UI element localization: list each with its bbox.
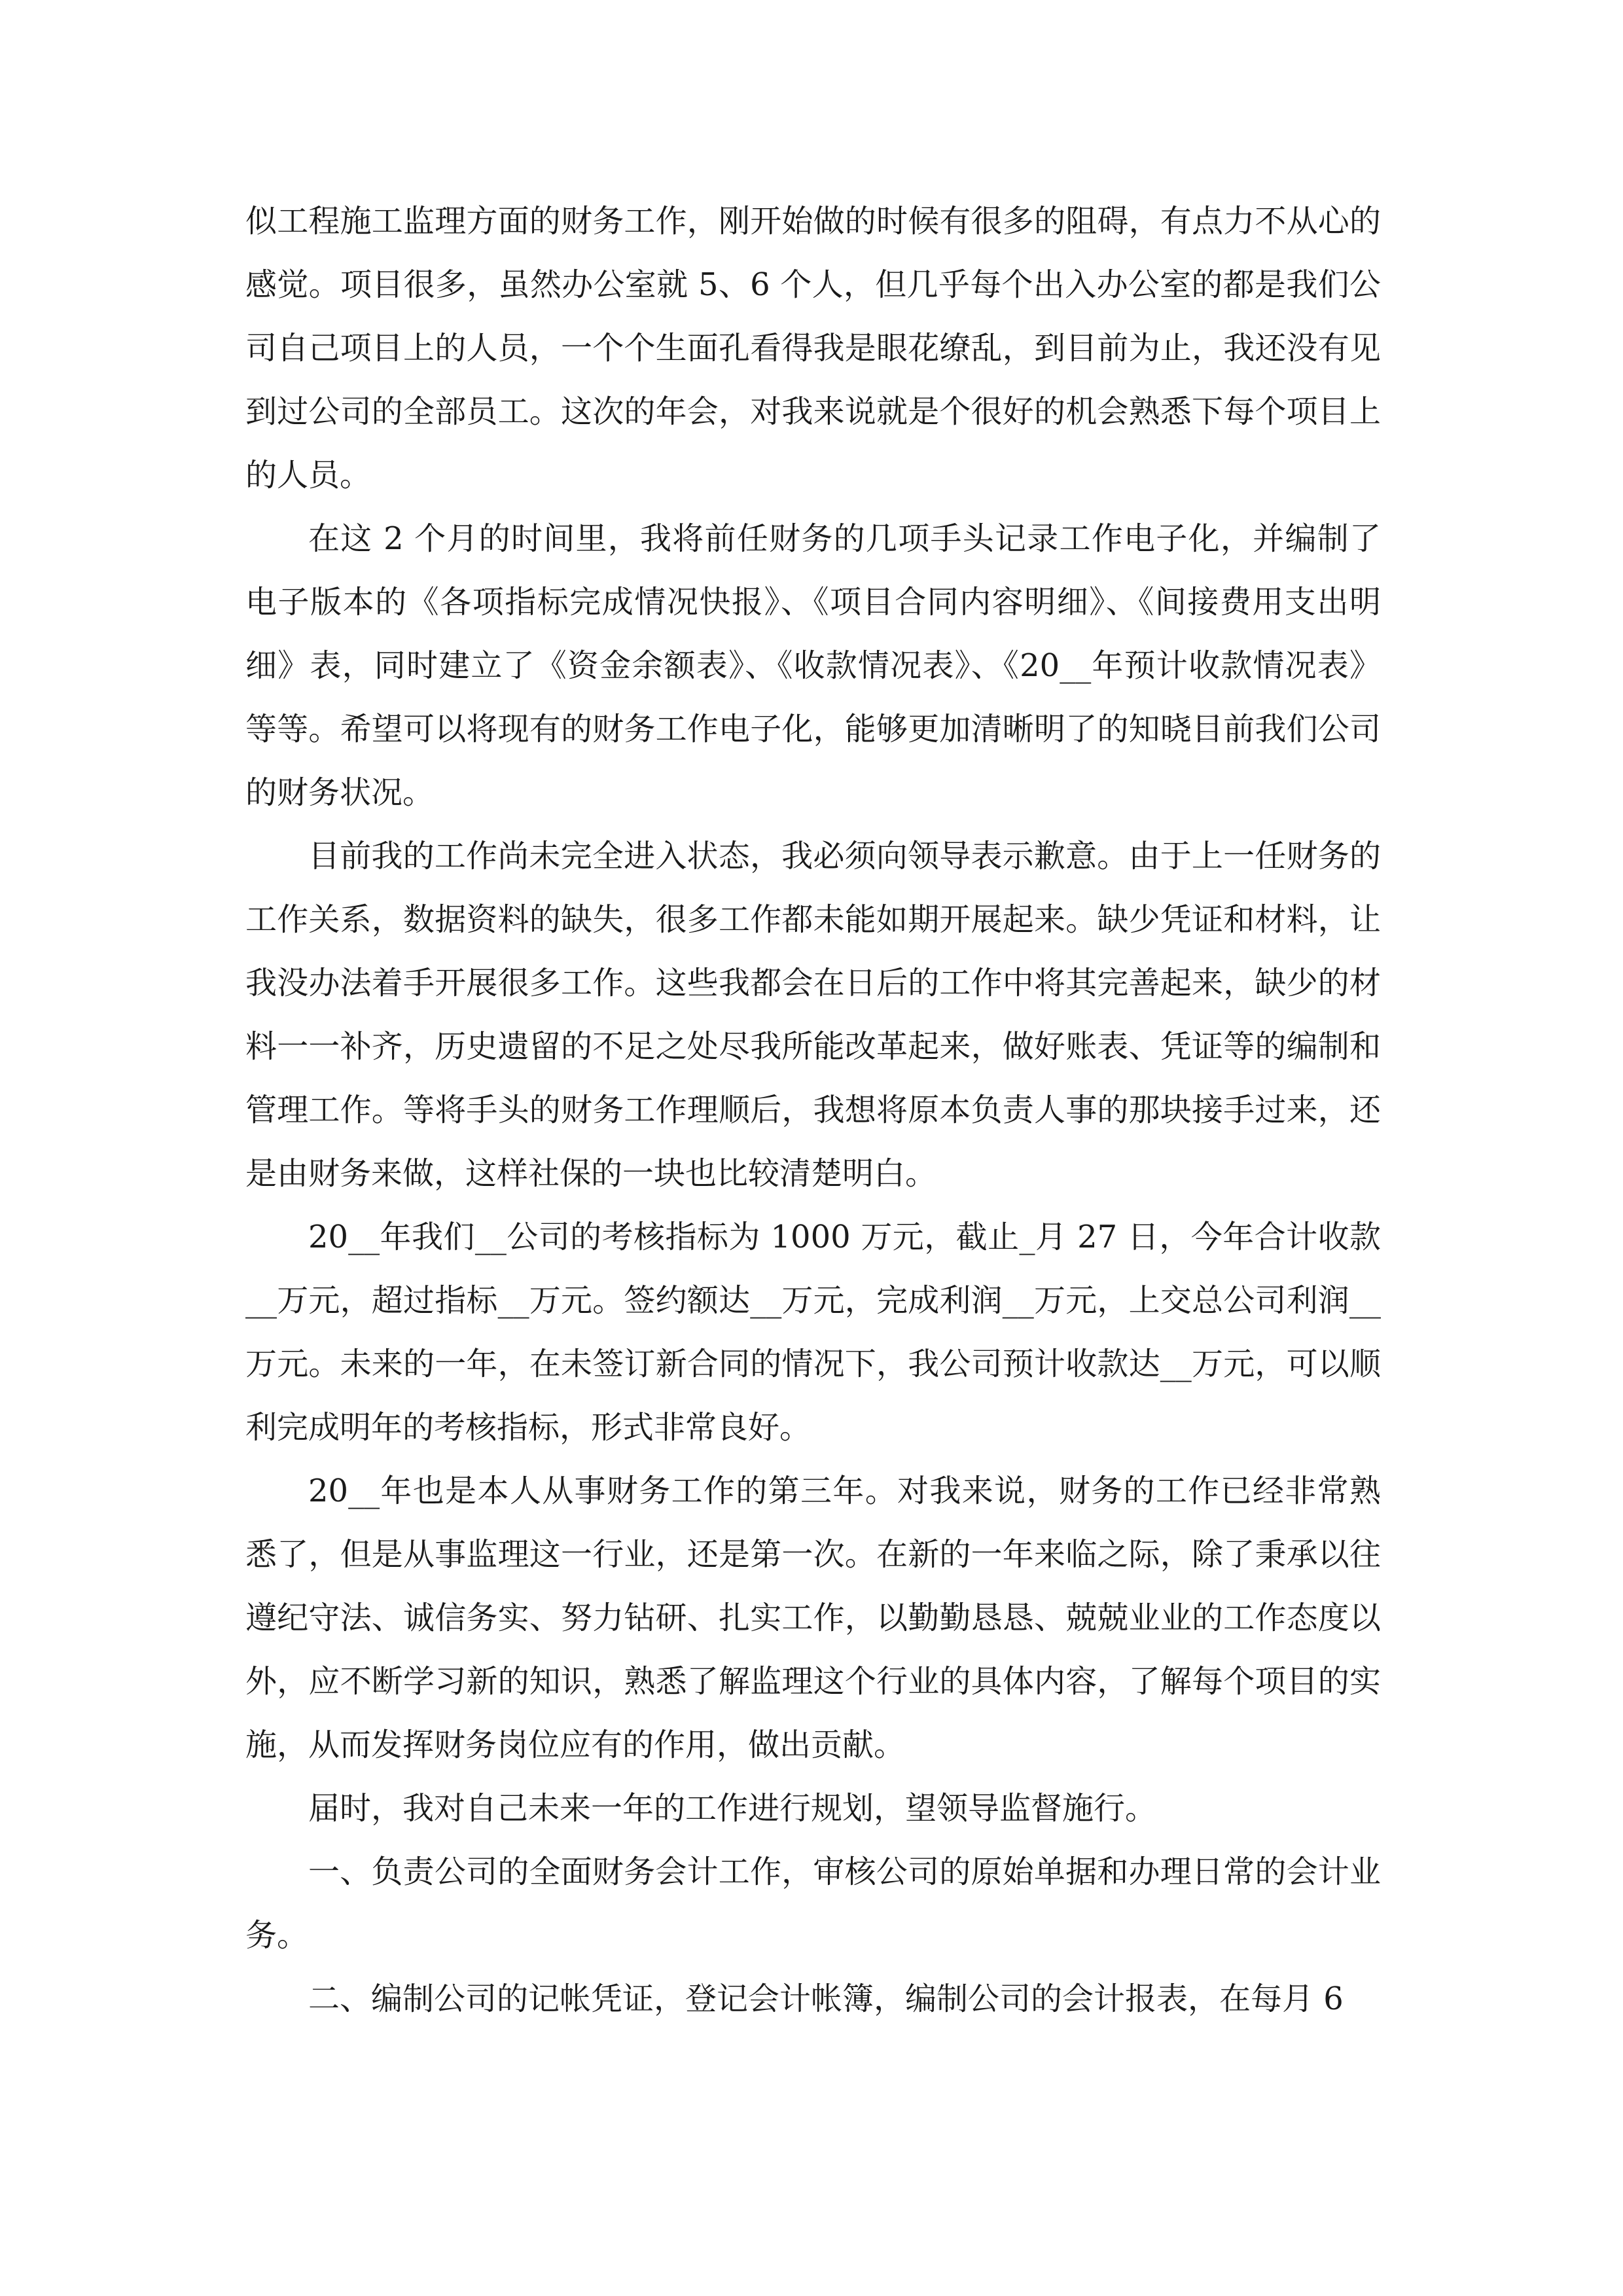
document-body (245, 190, 1381, 2031)
paragraph-6: 届时，我对自己未来一年的工作进行规划，望领导监督施行。 (308, 1790, 1157, 1827)
paragraph-2: 在这 2 个月的时间里，我将前任财务的几项手头记录工作电子化，并编制了电子版本的《各项指标完成情况快报》、《项目合同内容明细》、《间接费用支出明细》表，同时建立了《资金余额表》、《收款情况表》、《20__年预计收款情况表》等等。希望可以将现有的财务工作电子化，能够更加清晰明了的知晓目前我们公司的财务状况。 (245, 520, 1381, 811)
paragraph-5: 20__年也是本人从事财务工作的第三年。对我来说，财务的工作已经非常熟悉了，但是从事监理这一行业，还是第一次。在新的一年来临之际，除了秉承以往遵纪守法、诚信务实、努力钻研、扎实工作，以勤勤恳恳、兢兢业业的工作态度以外，应不断学习新的知识，熟悉了解监理这个行业的具体内容，了解每个项目的实施，从而发挥财务岗位应有的作用，做出贡献。 (245, 1473, 1381, 1763)
paragraph-8: 二、编制公司的记帐凭证，登记会计帐簿，编制公司的会计报表，在每月 6 (308, 1981, 1344, 2017)
paragraph-7: 一、负责公司的全面财务会计工作，审核公司的原始单据和办理日常的会计业务。 (245, 1854, 1381, 1954)
paragraph-3: 目前我的工作尚未完全进入状态，我必须向领导表示歉意。由于上一任财务的工作关系，数据资料的缺失，很多工作都未能如期开展起来。缺少凭证和材料，让我没办法着手开展很多工作。这些我都会在日后的工作中将其完善起来，缺少的材料一一补齐，历史遗留的不足之处尽我所能改革起来，做好账表、凭证等的编制和管理工作。等将手头的财务工作理顺后，我想将原本负责人事的那块接手过来，还是由财务来做，这样社保的一块也比较清楚明白。 (245, 838, 1381, 1192)
paragraph-1: 似工程施工监理方面的财务工作，刚开始做的时候有很多的阻碍，有点力不从心的感觉。项目很多，虽然办公室就 5、6 个人，但几乎每个出入办公室的都是我们公司自己项目上的人员，一个个生面孔看得我是眼花缭乱，到目前为止，我还没有见到过公司的全部员工。这次的年会，对我来说就是个很好的机会熟悉下每个项目上的人员。 (245, 203, 1381, 493)
paragraph-4: 20__年我们__公司的考核指标为 1000 万元，截止_月 27 日，今年合计收款__万元，超过指标__万元。签约额达__万元，完成利润__万元，上交总公司利润__万元。未来的一年，在未签订新合同的情况下，我公司预计收款达__万元，可以顺利完成明年的考核指标，形式非常良好。 (245, 1219, 1381, 1446)
